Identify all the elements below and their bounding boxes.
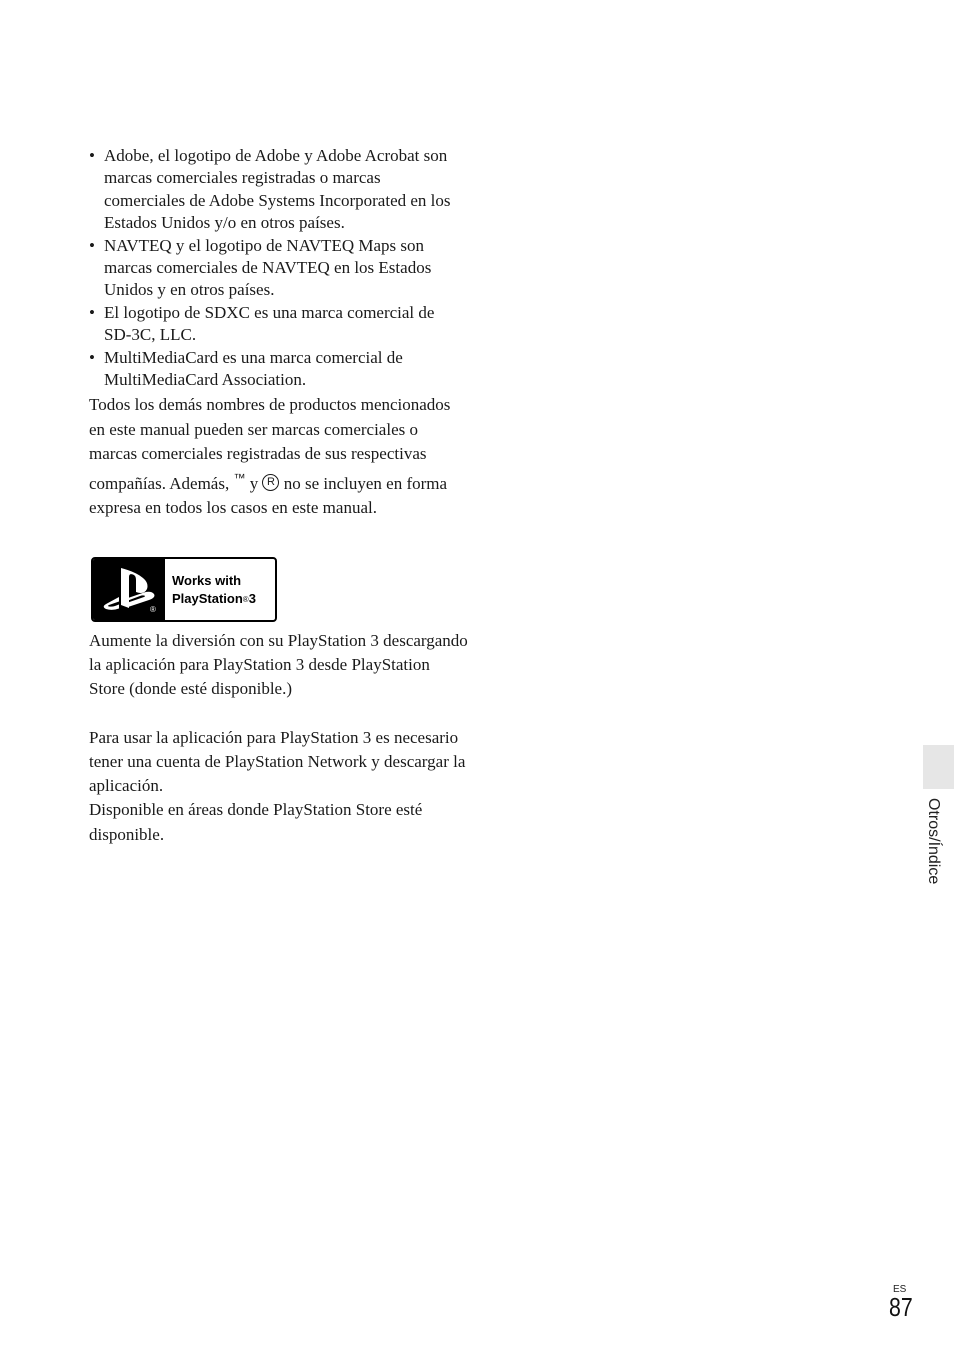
section-tab-marker xyxy=(923,745,954,789)
list-item: • NAVTEQ y el logotipo de NAVTEQ Maps son marcas comerciales de NAVTEQ en los Estados Unidos y en otros países. xyxy=(89,235,461,302)
section-label: Otros/Índice xyxy=(925,798,942,885)
trademarks-paragraph xyxy=(89,393,461,520)
list-item: • MultiMediaCard es una marca comercial de MultiMediaCard Association. xyxy=(89,347,461,392)
ps-logo-reg: ® xyxy=(242,595,249,604)
ps-logo-suffix: 3 xyxy=(248,591,256,606)
trademark-list xyxy=(89,145,461,391)
playstation-paragraph-1: Aumente la diversión con su PlayStation 3 descargando la aplicación para PlayStation 3 desde PlayStation Store (donde esté disponible.) xyxy=(89,631,468,699)
page-number: 87 xyxy=(889,1292,913,1322)
playstation-reg-mark: ® xyxy=(150,605,156,614)
ps-logo-line1: Works with xyxy=(172,573,242,588)
works-with-playstation-logo xyxy=(91,557,277,622)
paragraph-text-start: Todos los demás nombres de productos mencionados en este manual pueden ser marcas comerciales o marcas comerciales registradas de sus respectivas compañías. Además, xyxy=(89,395,451,494)
playstation-paragraph-3: Disponible en áreas donde PlayStation Store esté disponible. xyxy=(89,800,423,844)
ps-logo-text xyxy=(172,572,256,609)
ps-logo-brand: PlayStation xyxy=(172,591,243,606)
registered-symbol: R xyxy=(262,474,279,491)
trademark-symbol: ™ xyxy=(233,471,246,486)
playstation-logo-icon xyxy=(93,559,165,620)
playstation-section xyxy=(89,629,469,847)
paragraph-text-end: no se incluyen en forma expresa en todos los casos en este manual. xyxy=(89,474,448,518)
language-code: ES xyxy=(893,1284,907,1295)
list-item: • El logotipo de SDXC es una marca comercial de SD-3C, LLC. xyxy=(89,302,461,347)
paragraph-connector: y xyxy=(245,474,263,494)
trademarks-section xyxy=(89,145,461,520)
ps-logo-line2 xyxy=(172,590,256,609)
list-item: • Adobe, el logotipo de Adobe y Adobe Acrobat son marcas comerciales registradas o marcas comerciales de Adobe Systems Incorporated en los Estados Unidos y/o en otros países. xyxy=(89,145,461,235)
playstation-paragraph-2: Para usar la aplicación para PlayStation 3 es necesario tener una cuenta de PlayStation Network y descargar la aplicación. xyxy=(89,727,466,796)
